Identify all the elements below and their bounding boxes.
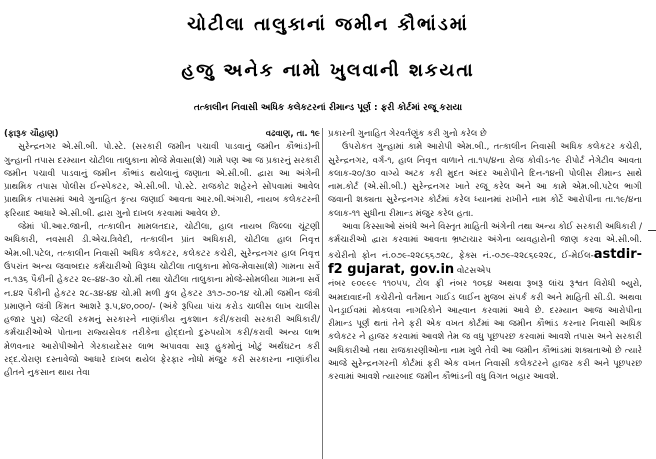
- byline: (ફારૂક ચૌહાણ): [4, 129, 59, 139]
- paragraph: ઉપરોકત ગુન્હામાં કામે આરોપી એમ.બી., તત્કાલીન નિવાસી અધિક કલેકટર કચેરી, સુરેન્દ્રનગર, વર્ગ-૧, હાલ નિવૃત્ત વાળાને તા.૧૫/૪ના રોજ કોવીડ-૧૯ રીપોર્ટ નેગેટીવ આવતા કલાક-૨૦/૩૦ વાગ્યે અટક કરી મુદત અંદર આરોપીને દિન-૧૪ની પોલીસ રીમાન્ડ સાથે નામ.કોર્ટ (એ.સી.બી.) સુરેન્દ્રનગર ખાતે રજૂ કરેલ અને આ કામે એમ.બી.પટેલ ભાગી જવાની શક્યતા સુરેન્દ્રનગર કોર્ટમાં કરેલ ધ્યાનમાં રાખીને નામ કોર્ટે આરોપીના તા.૧૯/૪ના કલાક-૧૧ સુધીના રીમાન્ડ મંજુર કરેલ હતા.: [328, 142, 642, 219]
- article-column-left: [4, 128, 320, 459]
- paragraph: સુરેન્દ્રનગર એ.સી.બી. પો.સ્ટે. (સરકારી જમીન પચાવી પાડવાનું જમીન કૌભાંડ)ની ગુન્હાની તપાસ દરમ્યાન ચોટીલા તાલુકાના મોજે મેવાસા(શે) ગામે પણ આ જ પ્રકારનું સરકારી જમીન પચાવી પાડવાનું જમીન કૌભાંડ થયેલાનું જણાતા એ.સી.બી. દ્વારા આ અંગેની પ્રાથમિક તપાસ પોલીસ ઈન્સ્પેકટર, એ.સી.બી. પો.સ્ટે. રાજકોટ શહેરને સોંપવામાં આવેલ પ્રાથમિક તપાસમાં આવે ગુનાહિત કૃત્ય જણાઈ આવતા આર.બી.અંગારી, નાયબ કલેકટરની ફરિયાદ આધારે એ.સી.બી. દ્વારા ગુનો દાખલ કરવામાં આવેલ છે.: [4, 142, 320, 219]
- headline-line-1: ચોટીલા તાલુકાનાં જમીન કૌભાંડમાં: [187, 14, 469, 35]
- edge-mark: [648, 230, 656, 231]
- subheadline: તત્કાલીન નિવાસી અધિક કલેકટરનાં રીમાન્ડ પૂર્ણ : ફરી કોર્ટમાં રજૂ કરાયા: [193, 103, 463, 113]
- dateline: વઢવાણ, તા. ૧૯: [265, 129, 320, 139]
- email-suffix: વોટસએપ: [454, 265, 492, 276]
- paragraph-text: આવા કિસ્સાઓ સંબંધે અને વિસ્તૃત માહિતી અંગેની તથા અન્ય કોઈ સરકારી અધિકારી /કર્મચારીઓ દ્વારા કરવામાં આવતા ભ્રષ્ટાચાર અંગેના વ્યવહારોની જાણ કરવા એ.સી.બી. કચેરીનો ફોન નં.૦૭૯-૨૨૮૬૬૭૨૮, ફેક્સ નં.-૦૭૯-૨૨૮૬૯૨૨૮, ઈ-મેઈલ-: [328, 222, 642, 261]
- paragraph: [328, 221, 642, 278]
- paragraph: પ્રકારની ગુનાહિત ગેરવર્તણુંક કરી ગુનો કરેલ છે: [328, 129, 487, 139]
- headline-line-2: હજુ અનેક નામો ખુલવાની શકયતા: [181, 60, 475, 81]
- email-address: astdir-f2 gujarat, gov.in: [328, 246, 642, 277]
- article-column-right: [328, 128, 642, 459]
- paragraph: જેમાં પી.આર.જાની, તત્કાલીન મામલતદાર, ચોટીલા, હાલ નાયબ જિલ્લા ચૂંટણી અધિકારી, નવસારી ડી.એચ.ત્રિવેદી, તત્કાલીન પ્રાંત અધિકારી, ચોટીલા હાલ નિવૃત્ત એમ.બી.પટેલ, તત્કાલીન નિવાસી અધિક કલેકટર, કલેકટર કચેરી, સુરેન્દ્રનગર હાલ નિવૃત્ત ઉપરાંત અન્ય જવાબદાર કર્મચારીઓ વિરૂધ્ધ ચોટીલા તાલુકાના મોજ-મેવાસા(શે) ગામના સર્વે ન.૧૩૬ પૈકીની હેકટર ૨૯-૪૪-૩૦ ચો.મી તથા ચોટીલા તાલુકાના મોજે-સોમલીયા ગામના સર્વે ન.૪૨ પૈકીની હેકટર ૨૮-૩૪-૪૪ ચો.મી મળી કુલ હેકટર ૩૧૭-૭૦-૧૪ ચો.મી જમીન જંત્રી પ્રમાણને જંત્રી કિંમત આશરે રૂ.૫,૪૦,૦૦૦/- (અંકે રૂપિયા પાંચ કરોડ ચાલીસ લાખ ચાલીસ હજાર પુરા) જેટલી રકમનું સરકારને નાણાંકીય નુકશાન કરી/કરાવી સરકારી અધિકારી/કર્મચારીઓએ પોતાના રાજ્યસેવક તરીકેના હોદ્દાનો દુરુપયોગ કરી/કરાવી અન્ય લાભ મેળવનાર આરોપીઓને ગેરકાયદેસર લાભ અપાવવા સારૂ હુકમોનું ખોટું અર્થઘટન કરી રદ્દ.ચેરાણ દસ્તાવેજો આધારે દાખલ થયેલ ફેરફાર નોંધો મંજુર કરી સરકારના નાણાંકીય હીતને નુકસાન થાય તેવા: [4, 222, 320, 379]
- paragraph: નંબર ૯૦૯૯૯ ૧૧૦૫૫, ટોલ ફ્રી નંબર ૧૦૬૪ અથવા રૂબરૂ લાંચ રૂશ્વત વિરોધી બ્યુરો, અમદાવાદની કચેરીનો વર્તમાન ગાઈડ લાઈન મુજબ સંપર્ક કરી અને માહિતી સી.ડી. અથવા પેનડ્રાઈવમાં મોકલવા નાગરિકોને આહ્વાન કરવામાં આવે છે. દરમ્યાન આજ આરોપીના રીમાન્ડ પૂર્ણ થતાં તેને ફરી એક વખત કોર્ટમાં આ જમીન કૌભાંડ કરનાર નિવાસી અધિક કલેકટર ને હાજર કરવામાં આવશે તેમ જ વધુ પૂછપરછ કરવામાં આવશે તપાસ અને સરકારી અધિકારીઓ તથા રાજકારણીઓના નામ ખુલે તેવી આ જમીન કૌભાંડમાં શક્યતાઓ છે ત્યારે આજે સુરેન્દ્રનગરની કોર્ટમાં ફરી એક વખત નિવાસી કલેકટરને હાજર કરી અને પૂછપરછ કરવામાં આવશે ત્યારબાદ જમીન કૌભાંડની વધુ વિગત બહાર આવશે.: [328, 279, 642, 383]
- column-divider: [322, 128, 323, 459]
- byline-row: [4, 128, 320, 141]
